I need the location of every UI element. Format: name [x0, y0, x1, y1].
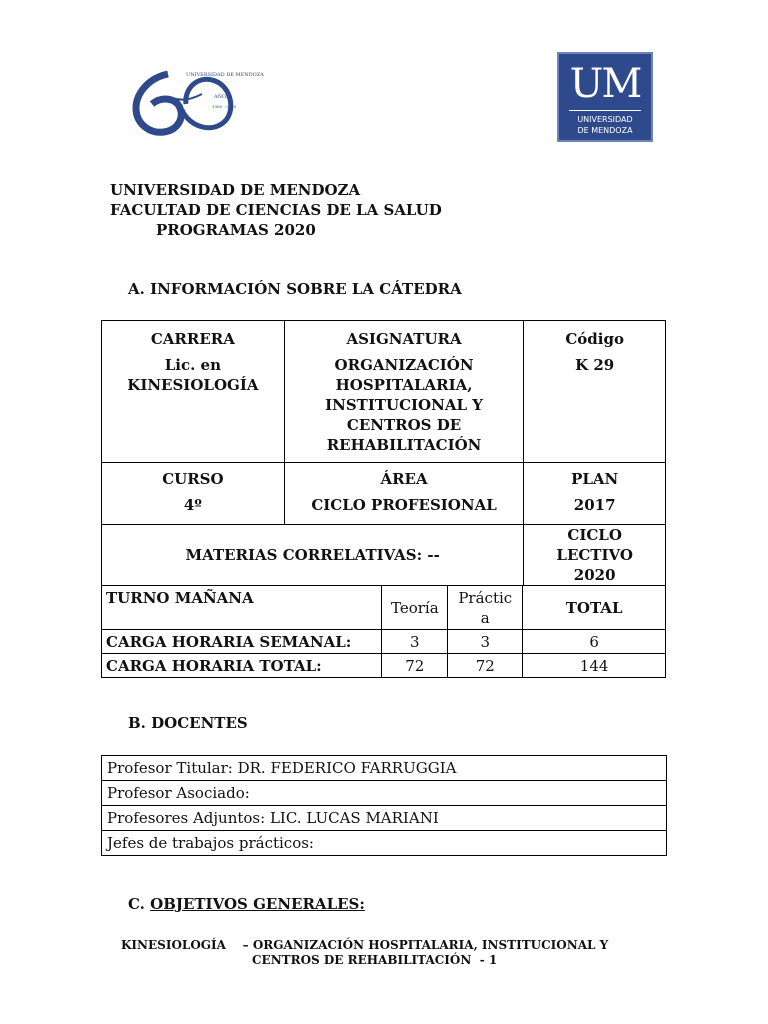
section-a-title: A. INFORMACIÓN SOBRE LA CÁTEDRA [128, 280, 462, 298]
table-row [102, 654, 666, 678]
correlativas-cell: MATERIAS CORRELATIVAS: -- [102, 525, 524, 586]
profesor-titular: Profesor Titular: DR. FEDERICO FARRUGGIA [102, 756, 667, 781]
table-row [102, 831, 667, 856]
ciclo-line-1: CICLO [567, 526, 622, 544]
practica-line-1: Práctic [458, 588, 513, 607]
table-row [102, 586, 666, 630]
total-practica: 72 [448, 654, 523, 678]
practica-header [448, 586, 523, 630]
logo-univ-text: UNIVERSIDAD DE MENDOZA [186, 72, 264, 78]
plan-cell [524, 463, 666, 525]
60-anos-logo-icon [128, 68, 264, 140]
carrera-label: CARRERA [150, 330, 235, 348]
profesores-adjuntos: Profesores Adjuntos: LIC. LUCAS MARIANI [102, 806, 667, 831]
header-programs: PROGRAMAS 2020 [156, 221, 316, 239]
asignatura-value-5: REHABILITACIÓN [326, 436, 482, 454]
catedra-info-table [101, 320, 666, 586]
turno-cell: TURNO MAÑANA [102, 586, 382, 630]
area-value: CICLO PROFESIONAL [311, 496, 497, 514]
practica-line-2: a [480, 608, 490, 627]
total-total: 144 [523, 654, 666, 678]
footer-line-2: CENTROS DE REHABILITACIÓN - 1 [252, 953, 498, 967]
codigo-cell [524, 321, 666, 463]
total-label: CARGA HORARIA TOTAL: [102, 654, 382, 678]
asignatura-value-3: INSTITUCIONAL Y [325, 396, 483, 414]
area-label: ÁREA [380, 470, 428, 488]
semanal-total: 6 [523, 630, 666, 654]
header-university: UNIVERSIDAD DE MENDOZA [110, 181, 361, 199]
asignatura-value-1: ORGANIZACIÓN [334, 356, 474, 374]
ciclo-line-2: LECTIVO [556, 546, 633, 564]
header-faculty: FACULTAD DE CIENCIAS DE LA SALUD [110, 201, 442, 219]
carrera-value-2: KINESIOLOGÍA [127, 376, 259, 394]
asignatura-cell [284, 321, 524, 463]
total-header: TOTAL [523, 586, 666, 630]
table-row [102, 630, 666, 654]
codigo-value: K 29 [575, 356, 615, 374]
table-row [102, 525, 666, 586]
semanal-teoria: 3 [382, 630, 448, 654]
ciclo-cell [524, 525, 666, 586]
codigo-label: Código [565, 330, 624, 348]
um-logo [557, 52, 653, 142]
um-logo-line1: UNIVERSIDAD [577, 115, 633, 124]
carrera-value-1: Lic. en [164, 356, 222, 374]
curso-value: 4º [183, 496, 202, 514]
carrera-cell [102, 321, 285, 463]
um-logo-line2: DE MENDOZA [577, 126, 633, 135]
table-row [102, 756, 667, 781]
table-row [102, 463, 666, 525]
table-row [102, 781, 667, 806]
um-logo-mark: UM [569, 61, 641, 107]
profesor-asociado: Profesor Asociado: [102, 781, 667, 806]
section-b-title: B. DOCENTES [128, 714, 248, 732]
docentes-table [101, 755, 667, 856]
logo-years: 1960 - 2020 [212, 104, 237, 109]
carga-horaria-table [101, 585, 666, 678]
teoria-header: Teoría [382, 586, 448, 630]
table-row [102, 321, 666, 463]
section-c-text: OBJETIVOS GENERALES: [150, 895, 365, 913]
curso-cell [102, 463, 285, 525]
curso-label: CURSO [162, 470, 224, 488]
footer-line-1: KINESIOLOGÍA – ORGANIZACIÓN HOSPITALARIA, INSTITUCIONAL Y [121, 938, 609, 952]
plan-label: PLAN [571, 470, 619, 488]
asignatura-value-4: CENTROS DE [346, 416, 462, 434]
plan-value: 2017 [573, 496, 616, 514]
logo-anos: AÑOS [214, 94, 230, 100]
area-cell [284, 463, 524, 525]
semanal-practica: 3 [448, 630, 523, 654]
asignatura-value-2: HOSPITALARIA, [335, 376, 473, 394]
section-c-prefix: C. [128, 895, 151, 913]
table-row [102, 806, 667, 831]
total-teoria: 72 [382, 654, 448, 678]
asignatura-label: ASIGNATURA [346, 330, 462, 348]
section-c-title [128, 895, 365, 913]
semanal-label: CARGA HORARIA SEMANAL: [102, 630, 382, 654]
ciclo-line-3: 2020 [573, 566, 616, 584]
jefes-trabajos-practicos: Jefes de trabajos prácticos: [102, 831, 667, 856]
